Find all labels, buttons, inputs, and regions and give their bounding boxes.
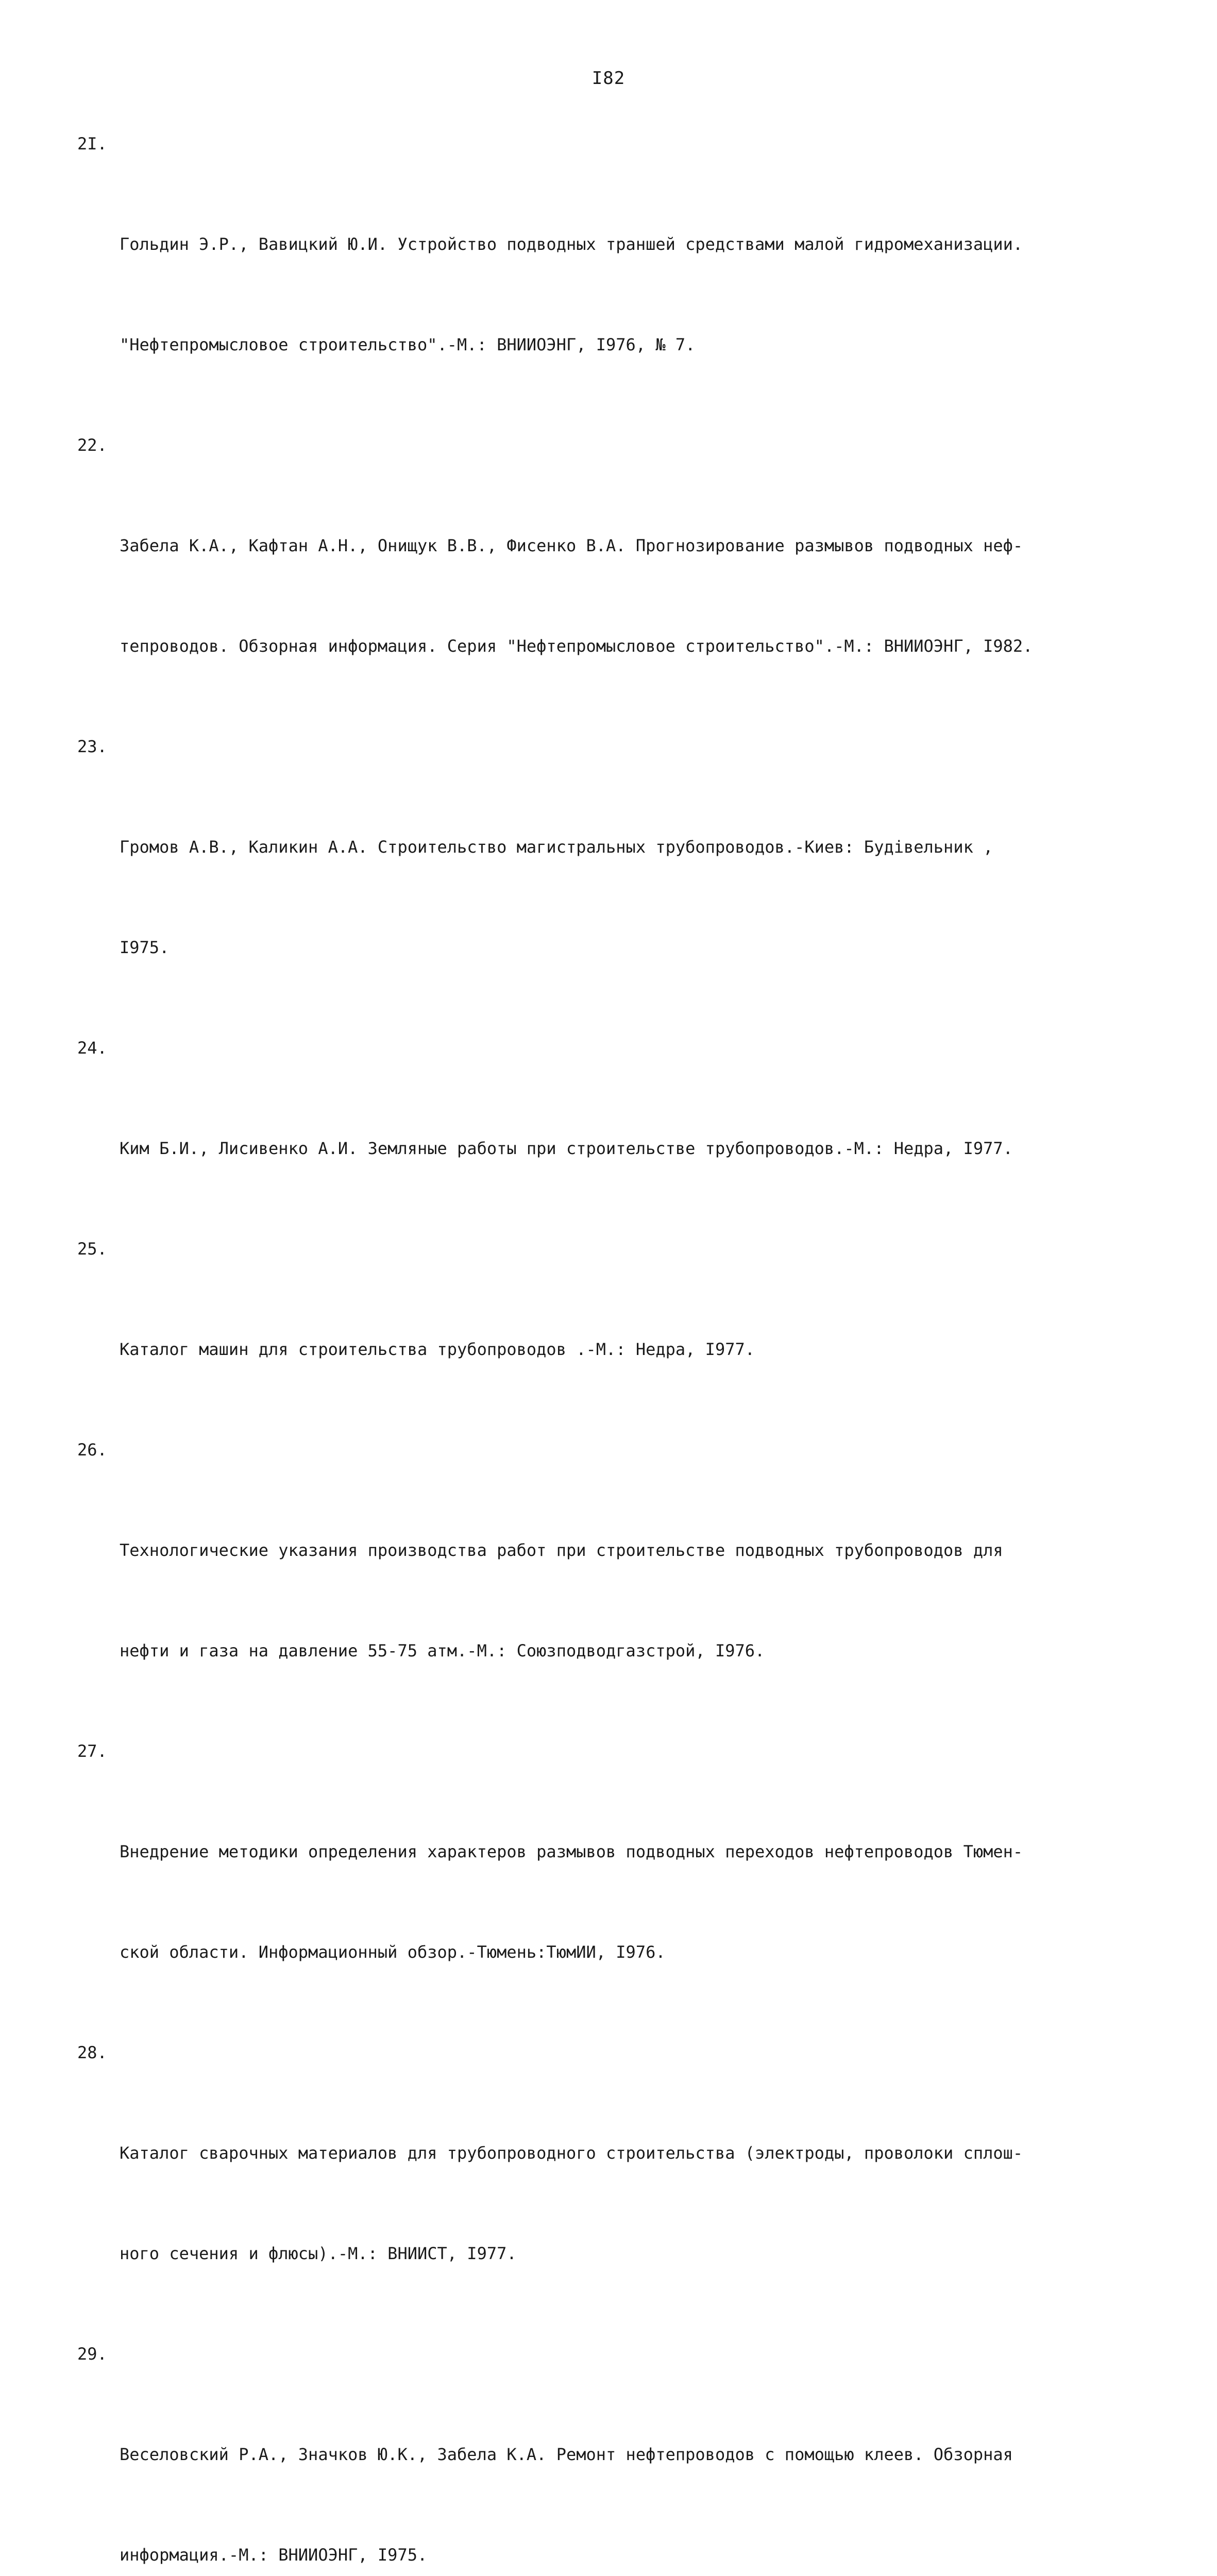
reference-number: 25. <box>77 1239 107 1259</box>
reference-number: 23. <box>77 737 107 756</box>
reference-line: ного сечения и флюсы).-М.: ВНИИСТ, I977. <box>120 2244 517 2263</box>
reference-line: тепроводов. Обзорная информация. Серия "Нефтепромысловое строительство".-М.: ВНИИОЭНГ, I982. <box>120 636 1033 656</box>
reference-line: Веселовский Р.А., Значков Ю.К., Забела К.А. Ремонт нефтепроводов с помощью клеев. Обзорная <box>120 2445 1013 2464</box>
reference-item <box>77 2036 1159 2337</box>
reference-line: ской области. Информационный обзор.-Тюмень:ТюмИИ, I976. <box>120 1942 666 1962</box>
reference-line: Забела К.А., Кафтан А.Н., Онищук В.В., Фисенко В.А. Прогнозирование размывов подводных неф- <box>120 536 1023 555</box>
reference-item <box>77 1433 1159 1735</box>
reference-line: Каталог сварочных материалов для трубопроводного строительства (электроды, проволоки сплош- <box>120 2143 1023 2163</box>
reference-line: Гольдин Э.Р., Вавицкий Ю.И. Устройство подводных траншей средствами малой гидромеханизации. <box>120 234 1023 254</box>
reference-item <box>77 1232 1159 1433</box>
reference-line: Ким Б.И., Лисивенко А.И. Земляные работы при строительстве трубопроводов.-М.: Недра, I977. <box>120 1139 1013 1158</box>
reference-item <box>77 127 1159 429</box>
page-number: I82 <box>591 68 626 89</box>
reference-item <box>77 1031 1159 1232</box>
reference-line: Каталог машин для строительства трубопроводов .-М.: Недра, I977. <box>120 1340 755 1359</box>
reference-line: Внедрение методики определения характеров размывов подводных переходов нефтепроводов Тюмен- <box>120 1842 1023 1861</box>
reference-number: 26. <box>77 1440 107 1460</box>
reference-item <box>77 730 1159 1031</box>
reference-item <box>77 1735 1159 2036</box>
reference-number: 24. <box>77 1038 107 1058</box>
reference-item <box>77 429 1159 730</box>
reference-line: Технологические указания производства работ при строительстве подводных трубопроводов для <box>120 1540 1003 1560</box>
reference-line: нефти и газа на давление 55-75 атм.-М.: Союзподводгазстрой, I976. <box>120 1641 765 1660</box>
reference-number: 28. <box>77 2043 107 2062</box>
reference-line: I975. <box>120 938 170 957</box>
reference-line: "Нефтепромысловое строительство".-М.: ВНИИОЭНГ, I976, № 7. <box>120 335 696 354</box>
reference-number: 2I. <box>77 134 107 154</box>
reference-number: 22. <box>77 435 107 455</box>
reference-line: Громов А.В., Каликин А.А. Строительство магистральных трубопроводов.-Киев: Будiвельник , <box>120 837 993 857</box>
reference-number: 27. <box>77 1741 107 1761</box>
reference-number: 29. <box>77 2344 107 2364</box>
reference-list <box>77 127 1159 2576</box>
reference-line: информация.-М.: ВНИИОЭНГ, I975. <box>120 2545 428 2565</box>
reference-item <box>77 2337 1159 2576</box>
